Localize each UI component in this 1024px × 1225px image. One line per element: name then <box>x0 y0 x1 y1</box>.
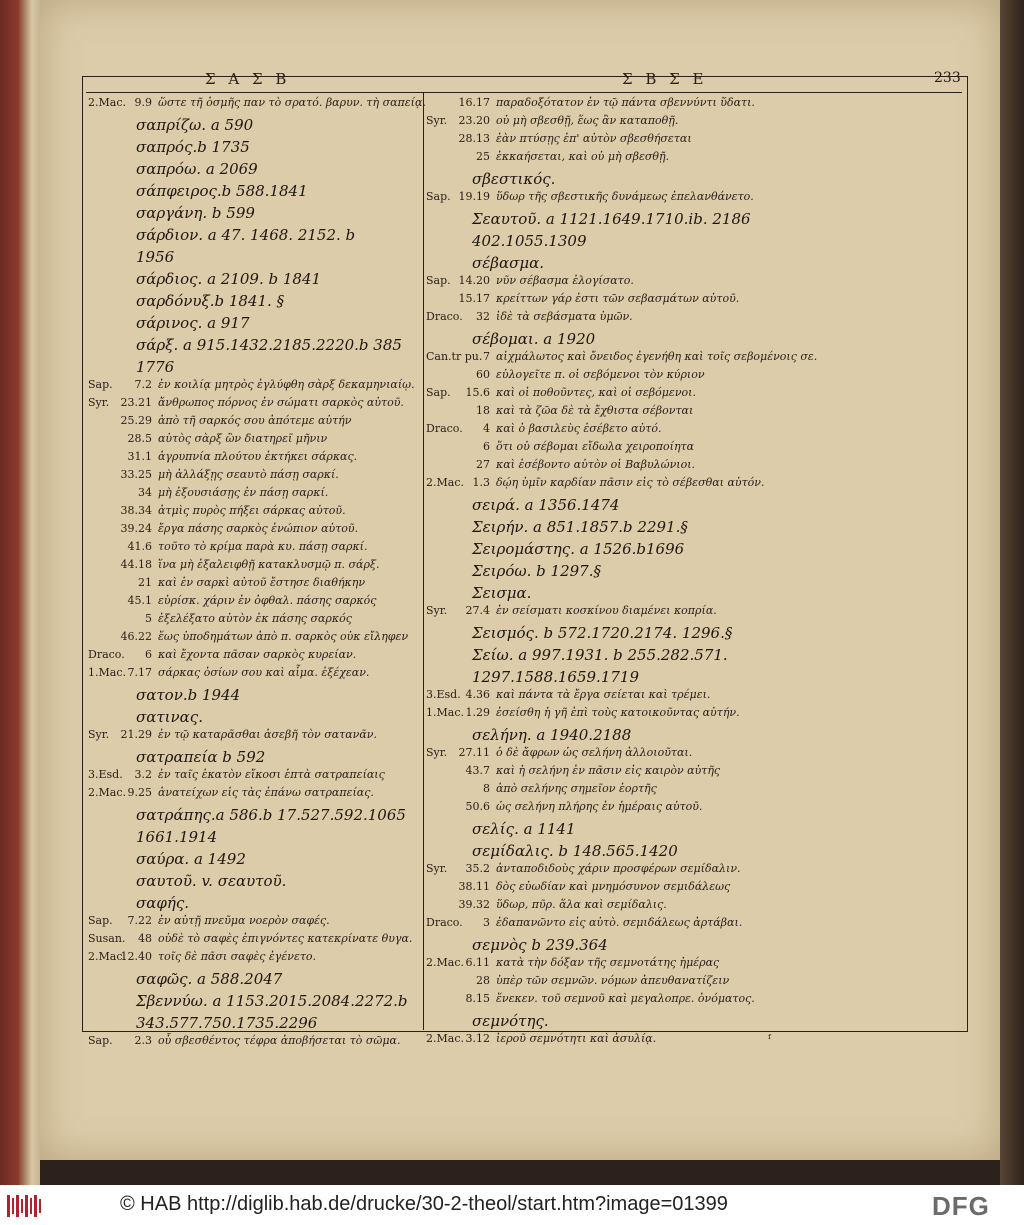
quotation-text: ἕνεκεν. τοῦ σεμνοῦ καὶ μεγαλοπρε. ὀνόματος. <box>496 992 755 1005</box>
quotation-text: ἐξελέξατο αὐτὸν ἐκ πάσης σαρκός <box>158 612 352 625</box>
quotation-text: νῦν σέβασμα ἐλογίσατο. <box>496 274 634 287</box>
lemma-entry: σελίς. a 1141 <box>472 820 576 838</box>
citation-line <box>426 880 962 898</box>
lemma-entry: σατράπης.a 586.b 17.527.592.1065 <box>136 806 406 824</box>
citation-line <box>426 956 962 974</box>
lemma-entry: Σειρομάστης. a 1526.b1696 <box>472 540 685 558</box>
quotation-text: καὶ ἐσέβοντο αὐτὸν οἱ Βαβυλώνιοι. <box>496 458 696 471</box>
quotation-text: ἐν κοιλίᾳ μητρὸς ἐγλύφθη σὰρξ δεκαμηνιαίῳ. <box>158 378 415 391</box>
verse-number: 4 <box>483 422 490 435</box>
citation-line <box>88 950 420 968</box>
citation-line <box>426 114 962 132</box>
book-reference: Syr. <box>88 728 110 741</box>
citation-line <box>88 540 420 558</box>
lemma-entry: σεμνότης. <box>472 1012 549 1030</box>
verse-number: 31.1 <box>127 450 152 463</box>
verse-number: 1.29 <box>465 706 490 719</box>
verse-number: 21 <box>138 576 152 589</box>
verse-number: 15.6 <box>465 386 490 399</box>
lemma-entry: Σείω. a 997.1931. b 255.282.571. <box>472 646 728 664</box>
quotation-text: ἀτμὶς πυρὸς πήξει σάρκας αὐτοῦ. <box>158 504 346 517</box>
citation-line <box>426 916 962 934</box>
quotation-text: παραδοξότατον ἐν τῷ πάντα σβεννύντι ὕδατι. <box>496 96 755 109</box>
verse-number: 5 <box>145 612 152 625</box>
verse-number: 43.7 <box>465 764 490 777</box>
verse-number: 1.3 <box>472 476 490 489</box>
verse-number: 34 <box>138 486 152 499</box>
citation-line <box>88 594 420 612</box>
quotation-text: καὶ ἐν σαρκὶ αὐτοῦ ἔστησε διαθήκην <box>158 576 366 589</box>
lemma-entry: σάρδιον. a 47. 1468. 2152. b <box>136 226 356 244</box>
verse-number: 46.22 <box>120 630 152 643</box>
book-reference: Susan. <box>88 932 126 945</box>
citation-line <box>88 522 420 540</box>
verse-number: 39.24 <box>120 522 152 535</box>
citation-line <box>426 746 962 764</box>
citation-line <box>426 292 962 310</box>
quotation-text: τοῖς δὲ πᾶσι σαφὲς ἐγένετο. <box>158 950 317 963</box>
quotation-text: ἐσείσθη ἡ γῆ ἐπὶ τοὺς κατοικοῦντας αὐτήν. <box>496 706 740 719</box>
quotation-text: μὴ ἐξουσιάσῃς ἐν πάσῃ σαρκί. <box>158 486 329 499</box>
verse-number: 14.20 <box>458 274 490 287</box>
book-reference: 1.Mac. <box>426 706 464 719</box>
lemma-entry: Σεισμός. b 572.1720.2174. 1296.§ <box>472 624 733 642</box>
book-left-edge <box>0 0 40 1185</box>
quotation-text: καὶ ὁ βασιλεὺς ἐσέβετο αὐτό. <box>496 422 662 435</box>
citation-line <box>88 576 420 594</box>
book-reference: 3.Esd. <box>426 688 461 701</box>
verse-number: 19.19 <box>458 190 490 203</box>
book-reference: Draco. <box>426 916 463 929</box>
quotation-text: εὐλογεῖτε π. οἱ σεβόμενοι τὸν κύριον <box>496 368 705 381</box>
citation-line <box>426 992 962 1010</box>
book-reference: Sap. <box>426 190 451 203</box>
citation-line <box>88 414 420 432</box>
book-right-edge <box>1000 0 1024 1185</box>
citation-line <box>88 648 420 666</box>
lemma-entry: 1956 <box>136 248 175 266</box>
lemma-entry: σατραπεία b 592 <box>136 748 266 766</box>
quotation-text: ἱεροῦ σεμνότητι καὶ ἀσυλίᾳ. <box>496 1032 657 1045</box>
quotation-text: μὴ ἀλλάξῃς σεαυτὸ πάσῃ σαρκί. <box>158 468 339 481</box>
verse-number: 16.17 <box>458 96 490 109</box>
verse-number: 41.6 <box>127 540 152 553</box>
lemma-entry: 402.1055.1309 <box>472 232 587 250</box>
verse-number: 38.11 <box>458 880 490 893</box>
book-reference: Can.tr pu. <box>426 350 483 363</box>
quotation-text: ὕδωρ τῆς σβεστικῆς δυνάμεως ἐπελανθάνετο. <box>496 190 754 203</box>
lemma-entry: σειρά. a 1356.1474 <box>472 496 620 514</box>
lemma-entry: σάρξ. a 915.1432.2185.2220.b 385 <box>136 336 402 354</box>
lemma-entry: σέβομαι. a 1920 <box>472 330 596 348</box>
verse-number: 23.20 <box>458 114 490 127</box>
book-reference: Syr. <box>426 862 448 875</box>
quotation-text: ἵνα μὴ ἐξαλειφθῇ κατακλυσμῷ π. σάρξ. <box>158 558 380 571</box>
book-reference: Sap. <box>426 386 451 399</box>
quotation-text: καὶ ἔχοντα πᾶσαν σαρκὸς κυρείαν. <box>158 648 357 661</box>
citation-line <box>426 190 962 208</box>
lemma-entry: σεμίδαλις. b 148.565.1420 <box>472 842 678 860</box>
quotation-text: ἀπὸ τῆ σαρκός σου ἀπότεμε αὐτήν <box>158 414 352 427</box>
verse-number: 27.11 <box>458 746 490 759</box>
lemma-entry: σαπρόω. a 2069 <box>136 160 258 178</box>
verse-number: 23.21 <box>120 396 152 409</box>
lemma-entry: σάρινος. a 917 <box>136 314 250 332</box>
verse-number: 25.29 <box>120 414 152 427</box>
footer-bar <box>0 1185 1024 1225</box>
citation-line <box>88 1034 420 1052</box>
citation-line <box>88 468 420 486</box>
lemma-entry: σελήνη. a 1940.2188 <box>472 726 632 744</box>
quotation-text: ὅτι οὐ σέβομαι εἴδωλα χειροποίητα <box>496 440 695 453</box>
left-column <box>88 96 426 1052</box>
citation-line <box>426 862 962 880</box>
lemma-entry: Σβεννύω. a 1153.2015.2084.2272.b <box>136 992 408 1010</box>
lemma-entry: Σειρήν. a 851.1857.b 2291.§ <box>472 518 688 536</box>
lemma-entry: σαυτοῦ. v. σεαυτοῦ. <box>136 872 287 890</box>
hab-logo-icon <box>6 1193 46 1219</box>
citation-line <box>88 768 420 786</box>
quotation-text: αὐτὸς σὰρξ ὢν διατηρεῖ μῆνιν <box>158 432 328 445</box>
quotation-text: ἐὰν πτύσῃς ἐπ' αὐτὸν σβεσθήσεται <box>496 132 692 145</box>
citation-line <box>426 688 962 706</box>
lemma-entry: σατον.b 1944 <box>136 686 241 704</box>
book-reference: Draco. <box>88 648 125 661</box>
lemma-entry: σεμνὸς b 239.364 <box>472 936 608 954</box>
citation-line <box>426 800 962 818</box>
citation-line <box>88 504 420 522</box>
citation-line <box>88 666 420 684</box>
citation-line <box>426 898 962 916</box>
quotation-text: ἀνταποδιδοὺς χάριν προσφέρων σεμίδαλιν. <box>496 862 741 875</box>
quotation-text: οὐ μὴ σβεσθῇ, ἕως ἂν καταποθῇ. <box>496 114 679 127</box>
right-column <box>426 96 962 1050</box>
book-reference: Sap. <box>88 378 113 391</box>
verse-number: 18 <box>476 404 490 417</box>
quotation-text: δῴη ὑμῖν καρδίαν πᾶσιν εἰς τὸ σέβεσθαι αὐτόν. <box>496 476 765 489</box>
verse-number: 50.6 <box>465 800 490 813</box>
lemma-entry: σάρδιος. a 2109. b 1841 <box>136 270 322 288</box>
citation-line <box>88 630 420 648</box>
verse-number: 48 <box>138 932 152 945</box>
verse-number: 35.2 <box>465 862 490 875</box>
book-reference: Sap. <box>88 1034 113 1047</box>
citation-line <box>426 368 962 386</box>
header-right: Σ Β Σ Ε <box>622 70 708 88</box>
verse-number: 27 <box>476 458 490 471</box>
quotation-text: ἔργα πάσης σαρκὸς ἐνώπιον αὐτοῦ. <box>158 522 359 535</box>
quotation-text: καὶ οἱ ποθοῦντες, καὶ οἱ σεβόμενοι. <box>496 386 696 399</box>
verse-number: 45.1 <box>127 594 152 607</box>
quotation-text: ἀγρυπνία πλούτου ἐκτήκει σάρκας. <box>158 450 358 463</box>
lemma-entry: Σειρόω. b 1297.§ <box>472 562 601 580</box>
citation-line <box>426 706 962 724</box>
citation-line <box>426 974 962 992</box>
verse-number: 8 <box>483 782 490 795</box>
verse-number: 25 <box>476 150 490 163</box>
verse-number: 60 <box>476 368 490 381</box>
book-reference: Syr. <box>426 746 448 759</box>
dfg-logo: DFG <box>932 1191 990 1221</box>
lemma-entry: 1776 <box>136 358 175 376</box>
verse-number: 7 <box>483 350 490 363</box>
page-number: 233 <box>934 70 961 86</box>
lemma-entry: σαφής. <box>136 894 190 912</box>
verse-number: 7.2 <box>134 378 152 391</box>
citation-line <box>88 486 420 504</box>
lemma-entry: σαπρός.b 1735 <box>136 138 250 156</box>
citation-line <box>88 396 420 414</box>
book-reference: 3.Esd. <box>88 768 123 781</box>
citation-line <box>426 440 962 458</box>
verse-number: 21.29 <box>120 728 152 741</box>
quotation-text: ἐδαπανῶντο εἰς αὐτὸ. σεμιδάλεως ἀρτάβαι. <box>496 916 743 929</box>
verse-number: 8.15 <box>465 992 490 1005</box>
verse-number: 9.9 <box>134 96 152 109</box>
quotation-text: ὡς σελήνη πλήρης ἐν ἡμέραις αὐτοῦ. <box>496 800 703 813</box>
citation-line <box>426 132 962 150</box>
verse-number: 27.4 <box>465 604 490 617</box>
book-reference: Sap. <box>426 274 451 287</box>
quotation-text: ὁ δὲ ἄφρων ὡς σελήνη ἀλλοιοῦται. <box>496 746 693 759</box>
citation-line <box>88 432 420 450</box>
verse-number: 3.12 <box>465 1032 490 1045</box>
citation-line <box>88 728 420 746</box>
lemma-entry: Σεαυτοῦ. a 1121.1649.1710.ib. 2186 <box>472 210 751 228</box>
lemma-entry: σαργάνη. b 599 <box>136 204 255 222</box>
citation-line <box>88 932 420 950</box>
quotation-text: καὶ πάντα τὰ ἔργα σείεται καὶ τρέμει. <box>496 688 711 701</box>
citation-line <box>426 350 962 368</box>
verse-number: 2.3 <box>134 1034 152 1047</box>
citation-line <box>426 458 962 476</box>
lemma-entry: σβεστικός. <box>472 170 556 188</box>
quotation-text: ὕδωρ, πῦρ. ἅλα καὶ σεμίδαλις. <box>496 898 667 911</box>
quotation-text: εὑρίσκ. χάριν ἐν ὀφθαλ. πάσης σαρκός <box>158 594 377 607</box>
citation-line <box>88 558 420 576</box>
verse-number: 32 <box>476 310 490 323</box>
quotation-text: οὗ σβεσθέντος τέφρα ἀποβήσεται τὸ σῶμα. <box>158 1034 401 1047</box>
quotation-text: ἕως ὑποδημάτων ἀπὸ π. σαρκὸς οὐκ εἴληφεν <box>158 630 409 643</box>
verse-number: 33.25 <box>120 468 152 481</box>
verse-number: 38.34 <box>120 504 152 517</box>
lemma-entry: σαφῶς. a 588.2047 <box>136 970 283 988</box>
lemma-entry: σαρδόνυξ.b 1841. § <box>136 292 285 310</box>
verse-number: 6 <box>145 648 152 661</box>
lemma-entry: σάπφειρος.b 588.1841 <box>136 182 308 200</box>
citation-line <box>426 386 962 404</box>
book-reference: 2.Mac. <box>88 96 126 109</box>
quotation-text: ἐν αὐτῇ πνεῦμα νοερὸν σαφές. <box>158 914 330 927</box>
quotation-text: ἐν σείσματι κοσκίνου διαμένει κοπρία. <box>496 604 717 617</box>
quotation-text: ἐκκαήσεται, καὶ οὐ μὴ σβεσθῇ. <box>496 150 670 163</box>
lemma-entry: 343.577.750.1735.2296 <box>136 1014 318 1032</box>
citation-line <box>88 378 420 396</box>
citation-line <box>426 274 962 292</box>
quotation-text: σάρκας ὁσίων σου καὶ αἷμα. ἐξέχεαν. <box>158 666 370 679</box>
citation-line <box>426 1032 962 1050</box>
lemma-entry: σαύρα. a 1492 <box>136 850 246 868</box>
citation-line <box>88 96 426 114</box>
citation-line <box>426 476 962 494</box>
quotation-text: ἐν ταῖς ἑκατὸν εἴκοσι ἑπτὰ σατραπείαις <box>158 768 385 781</box>
book-reference: 2.Mac. <box>88 950 126 963</box>
lemma-entry: σέβασμα. <box>472 254 544 272</box>
citation-line <box>426 764 962 782</box>
verse-number: 7.22 <box>127 914 152 927</box>
quotation-text: ἰδὲ τὰ σεβάσματα ὑμῶν. <box>496 310 633 323</box>
book-reference: Syr. <box>88 396 110 409</box>
verse-number: 4.36 <box>465 688 490 701</box>
book-reference: Draco. <box>426 310 463 323</box>
citation-line <box>426 782 962 800</box>
book-reference: 2.Mac. <box>426 476 464 489</box>
verse-number: 12.40 <box>120 950 152 963</box>
quotation-text: καὶ τὰ ζῶα δὲ τὰ ἔχθιστα σέβονται <box>496 404 694 417</box>
citation-line <box>88 786 420 804</box>
verse-number: 15.17 <box>458 292 490 305</box>
citation-line <box>88 914 420 932</box>
citation-line <box>426 422 962 440</box>
book-reference: Draco. <box>426 422 463 435</box>
quotation-text: κρείττων γάρ ἐστι τῶν σεβασμάτων αὐτοῦ. <box>496 292 740 305</box>
footer-copyright-link[interactable]: © HAB http://diglib.hab.de/drucke/30-2-theol/start.htm?image=01399 <box>120 1193 728 1215</box>
verse-number: 44.18 <box>120 558 152 571</box>
quotation-text: καὶ ἡ σελήνη ἐν πᾶσιν εἰς καιρὸν αὐτῆς <box>496 764 721 777</box>
lemma-entry: 1297.1588.1659.1719 <box>472 668 639 686</box>
quotation-text: ἀπὸ σελήνης σημεῖον ἑορτῆς <box>496 782 657 795</box>
book-reference: Syr. <box>426 114 448 127</box>
book-reference: 2.Mac. <box>426 956 464 969</box>
verse-number: 3 <box>483 916 490 929</box>
book-reference: Syr. <box>426 604 448 617</box>
quotation-text: ἄνθρωπος πόρνος ἐν σώματι σαρκὸς αὐτοῦ. <box>158 396 404 409</box>
column-divider <box>423 92 424 1030</box>
citation-line <box>88 450 420 468</box>
margin-mark: ᶠ <box>768 1032 771 1046</box>
lemma-entry: σαπρίζω. a 590 <box>136 116 254 134</box>
verse-number: 6 <box>483 440 490 453</box>
lemma-entry: σατινας. <box>136 708 203 726</box>
verse-number: 3.2 <box>134 768 152 781</box>
verse-number: 39.32 <box>458 898 490 911</box>
verse-number: 28.5 <box>127 432 152 445</box>
lemma-entry: 1661.1914 <box>136 828 218 846</box>
lemma-entry: Σεισμα. <box>472 584 532 602</box>
book-reference: 2.Mac. <box>426 1032 464 1045</box>
verse-number: 28.13 <box>458 132 490 145</box>
book-reference: Sap. <box>88 914 113 927</box>
quotation-text: οὐδὲ τὸ σαφὲς ἐπιγνόντες κατεκρίνατε θυγα. <box>158 932 413 945</box>
citation-line <box>426 404 962 422</box>
citation-line <box>88 612 420 630</box>
verse-number: 6.11 <box>465 956 490 969</box>
citation-line <box>426 96 962 114</box>
quotation-text: τοῦτο τὸ κρίμα παρὰ κυ. πάσῃ σαρκί. <box>158 540 368 553</box>
quotation-text: ἐν τῷ καταρᾶσθαι ἀσεβῆ τὸν σατανᾶν. <box>158 728 377 741</box>
quotation-text: κατὰ τὴν δόξαν τῆς σεμνοτάτης ἡμέρας <box>496 956 720 969</box>
quotation-text: ἀνατείχων εἰς τὰς ἐπάνω σατραπείας. <box>158 786 374 799</box>
verse-number: 9.25 <box>127 786 152 799</box>
quotation-text: δὸς εὐωδίαν καὶ μνημόσυνον σεμιδάλεως <box>496 880 731 893</box>
header-rule <box>86 92 962 93</box>
quotation-text: ὑπὲρ τῶν σεμνῶν. νόμων ἀπευθανατίζειν <box>496 974 730 987</box>
citation-line <box>426 150 962 168</box>
quotation-text: ὥστε τῆ ὀσμῆς παν τὸ σρατό. βαρυν. τὴ σαπείᾳ. <box>158 96 426 109</box>
citation-line <box>426 604 962 622</box>
quotation-text: αἰχμάλωτος καὶ ὄνειδος ἐγενήθη καὶ τοῖς σεβομένοις σε. <box>496 350 818 363</box>
verse-number: 7.17 <box>127 666 152 679</box>
header-left: Σ Α Σ Β <box>205 70 291 88</box>
book-reference: 1.Mac. <box>88 666 126 679</box>
book-reference: 2.Mac. <box>88 786 126 799</box>
verse-number: 28 <box>476 974 490 987</box>
citation-line <box>426 310 962 328</box>
